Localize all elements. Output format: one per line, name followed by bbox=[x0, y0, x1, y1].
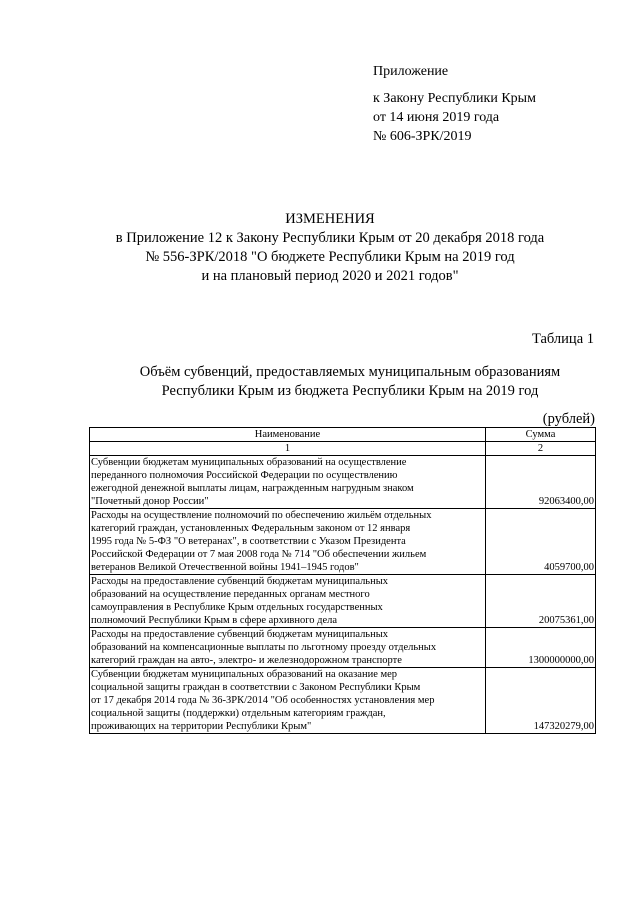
table-label: Таблица 1 bbox=[531, 331, 594, 347]
document-heading bbox=[60, 210, 600, 286]
row-description-line: полномочий Республики Крым в сфере архивного дела bbox=[91, 615, 338, 626]
row-description bbox=[90, 575, 486, 628]
column-index-2: 2 bbox=[486, 442, 596, 456]
row-description-line: Субвенции бюджетам муниципальных образований на осуществление bbox=[91, 457, 407, 468]
row-description bbox=[90, 628, 486, 668]
row-description bbox=[90, 509, 486, 575]
row-description-line: "Почетный донор России" bbox=[91, 496, 209, 507]
row-description-line: ежегодной денежной выплаты лицам, награжденным нагрудным знаком bbox=[91, 483, 414, 494]
appendix-label: Приложение bbox=[373, 64, 449, 79]
column-index-1: 1 bbox=[90, 442, 486, 456]
appendix-header bbox=[373, 62, 536, 146]
row-description-line: социальной защиты (поддержки) отдельным категориям граждан, bbox=[91, 708, 386, 719]
heading-title: ИЗМЕНЕНИЯ bbox=[285, 211, 375, 227]
table-caption bbox=[90, 363, 610, 401]
column-header-name: Наименование bbox=[90, 428, 486, 442]
row-description-line: 1995 года № 5-ФЗ "О ветеранах", в соответствии с Указом Президента bbox=[91, 536, 406, 547]
row-amount: 4059700,00 bbox=[486, 509, 596, 575]
table-row bbox=[90, 628, 596, 668]
table-caption-line-2: Республики Крым из бюджета Республики Крым на 2019 год bbox=[161, 383, 539, 399]
table-row bbox=[90, 456, 596, 509]
column-header-sum: Сумма bbox=[486, 428, 596, 442]
row-description-line: переданного полномочия Российской Федерации по осуществлению bbox=[91, 470, 398, 481]
row-amount: 1300000000,00 bbox=[486, 628, 596, 668]
row-description-line: Расходы на осуществление полномочий по обеспечению жильём отдельных bbox=[91, 510, 432, 521]
units-label: (рублей) bbox=[542, 411, 595, 427]
row-description-line: Российской Федерации от 7 мая 2008 года № 714 "Об обеспечении жильем bbox=[91, 549, 427, 560]
row-description-line: Расходы на предоставление субвенций бюджетам муниципальных bbox=[91, 576, 389, 587]
row-description-line: категорий граждан на авто-, электро- и железнодорожном транспорте bbox=[91, 655, 402, 666]
heading-line-3: и на плановый период 2020 и 2021 годов" bbox=[201, 268, 459, 284]
table-row bbox=[90, 509, 596, 575]
row-description-line: проживающих на территории Республики Крым" bbox=[91, 721, 312, 732]
subventions-table bbox=[89, 427, 596, 734]
row-amount: 20075361,00 bbox=[486, 575, 596, 628]
row-description-line: образований на осуществление переданных органам местного bbox=[91, 589, 370, 600]
heading-line-1: в Приложение 12 к Закону Республики Крым от 20 декабря 2018 года bbox=[115, 230, 545, 246]
table-header-row bbox=[90, 428, 596, 442]
appendix-law-ref: к Закону Республики Крым bbox=[373, 91, 536, 106]
row-description bbox=[90, 456, 486, 509]
row-description-line: самоуправления в Республике Крым отдельных государственных bbox=[91, 602, 383, 613]
row-amount: 92063400,00 bbox=[486, 456, 596, 509]
row-description-line: от 17 декабря 2014 года № 36-ЗРК/2014 "Об особенностях установления мер bbox=[91, 695, 435, 706]
appendix-law-number: № 606-ЗРК/2019 bbox=[373, 129, 472, 144]
heading-line-2: № 556-ЗРК/2018 "О бюджете Республики Крым на 2019 год bbox=[145, 249, 515, 265]
row-description-line: ветеранов Великой Отечественной войны 1941–1945 годов" bbox=[91, 562, 359, 573]
table-row bbox=[90, 575, 596, 628]
row-description-line: образований на компенсационные выплаты по льготному проезду отдельных bbox=[91, 642, 437, 653]
row-description-line: Субвенции бюджетам муниципальных образований на оказание мер bbox=[91, 669, 398, 680]
row-description-line: категорий граждан, установленных Федеральным законом от 12 января bbox=[91, 523, 411, 534]
table-row bbox=[90, 668, 596, 734]
row-description bbox=[90, 668, 486, 734]
table-index-row bbox=[90, 442, 596, 456]
row-description-line: Расходы на предоставление субвенций бюджетам муниципальных bbox=[91, 629, 389, 640]
row-description-line: социальной защиты граждан в соответствии с Законом Республики Крым bbox=[91, 682, 421, 693]
table-caption-line-1: Объём субвенций, предоставляемых муниципальным образованиям bbox=[139, 364, 561, 380]
row-amount: 147320279,00 bbox=[486, 668, 596, 734]
appendix-date: от 14 июня 2019 года bbox=[373, 110, 500, 125]
